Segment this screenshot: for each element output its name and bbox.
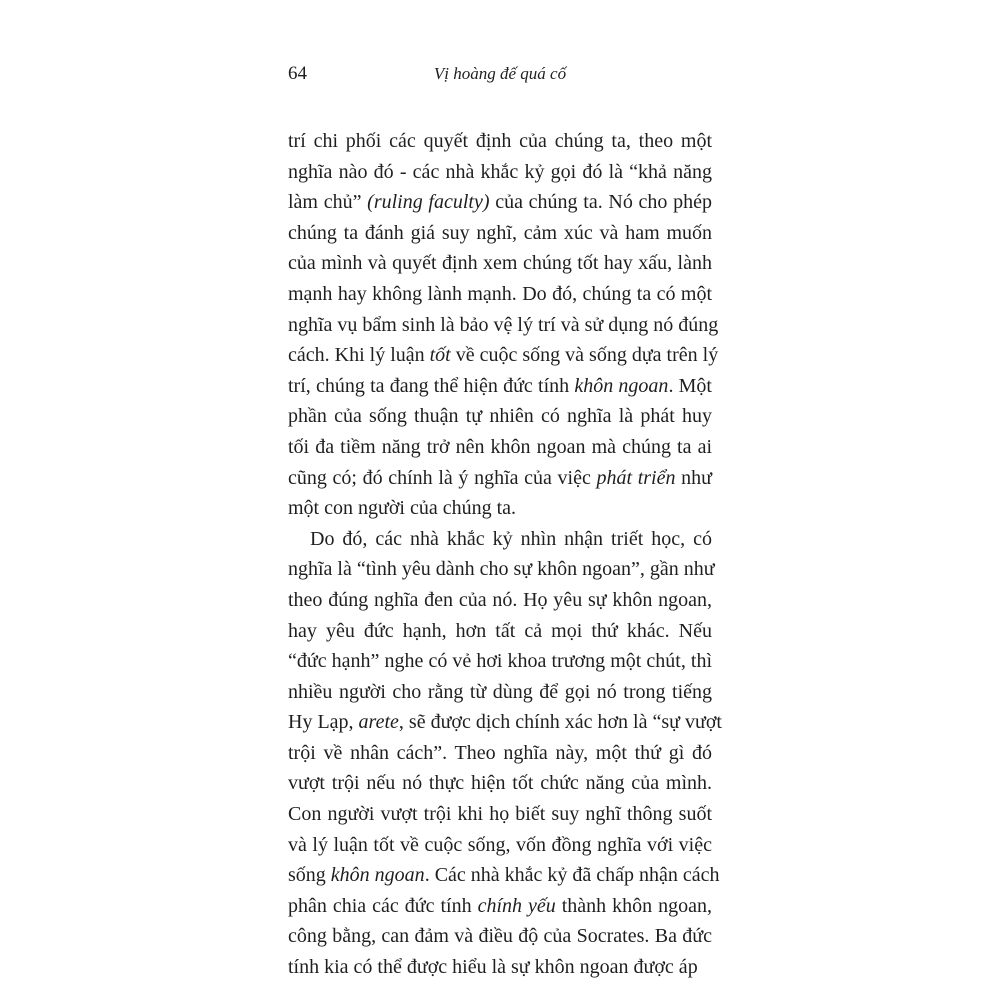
italic-text: arete: [358, 711, 399, 734]
italic-text: khôn ngoan: [330, 864, 425, 887]
text-run: của chúng ta. Nó cho phép: [489, 191, 713, 214]
text-run: . Các nhà khắc kỷ đã chấp nhận cách: [424, 864, 720, 887]
text-run: cách. Khi lý luận: [288, 344, 430, 367]
text-run: như: [675, 466, 712, 489]
text-line: [288, 830, 712, 861]
text-run: Do đó, các nhà khắc kỷ nhìn nhận triết học, có: [310, 527, 712, 550]
text-line: [288, 157, 712, 188]
text-run: “đức hạnh” nghe có vẻ hơi khoa trương một chút, thì: [288, 650, 712, 673]
text-line: [288, 891, 712, 922]
body-text: [288, 126, 722, 983]
text-run: Hy Lạp,: [288, 711, 359, 734]
page-number: 64: [288, 63, 307, 84]
text-line: [288, 524, 712, 555]
text-line: [288, 768, 712, 799]
text-run: nhiều người cho rằng từ dùng để gọi nó trong tiếng: [288, 680, 712, 703]
text-run: làm chủ”: [288, 191, 368, 214]
running-title: Vị hoàng đế quá cố: [433, 64, 567, 83]
text-line: [288, 218, 712, 249]
text-run: phân chia các đức tính: [288, 894, 478, 917]
text-run: mạnh hay không lành mạnh. Do đó, chúng ta có một: [288, 282, 712, 305]
text-line: [288, 310, 719, 341]
text-run: và lý luận tốt về cuộc sống, vốn đồng nghĩa với việc: [288, 833, 712, 856]
italic-text: khôn ngoan: [574, 374, 669, 397]
text-run: cũng có; đó chính là ý nghĩa của việc: [288, 466, 597, 489]
text-line: [288, 646, 712, 677]
text-line: [288, 463, 712, 494]
text-line: [288, 860, 720, 891]
text-line: [288, 738, 712, 769]
text-line: [288, 126, 712, 157]
italic-text: chính yếu: [477, 894, 556, 917]
text-run: chúng ta đánh giá suy nghĩ, cảm xúc và ham muốn: [288, 221, 712, 244]
text-run: trí chi phối các quyết định của chúng ta, theo một: [288, 130, 712, 152]
text-run: về cuộc sống và sống dựa trên lý: [450, 344, 719, 367]
text-run: tối đa tiềm năng trở nên khôn ngoan mà chúng ta ai: [288, 435, 712, 458]
text-run: . Một: [668, 374, 712, 397]
paragraph: [288, 126, 719, 524]
text-run: tính kia có thể được hiểu là sự khôn ngoan được áp: [288, 956, 698, 979]
text-run: nghĩa vụ bẩm sinh là bảo vệ lý trí và sử dụng nó đúng: [288, 313, 719, 336]
italic-text: (ruling faculty): [367, 191, 490, 214]
text-line: [288, 554, 715, 585]
text-line: [288, 371, 712, 402]
text-run: phần của sống thuận tự nhiên có nghĩa là phát huy: [288, 405, 712, 428]
text-line: [288, 432, 712, 463]
text-line: [288, 493, 712, 524]
text-line: [288, 952, 712, 983]
italic-text: tốt: [429, 344, 451, 367]
text-run: của mình và quyết định xem chúng tốt hay xấu, lành: [288, 252, 712, 275]
text-run: , sẽ được dịch chính xác hơn là “sự vượt: [398, 711, 722, 734]
text-line: [288, 616, 712, 647]
text-run: thành khôn ngoan,: [555, 894, 712, 917]
text-line: [288, 248, 712, 279]
text-run: một con người của chúng ta.: [288, 497, 517, 520]
paragraph: [288, 524, 722, 983]
italic-text: phát triển: [596, 466, 676, 489]
text-run: hay yêu đức hạnh, hơn tất cả mọi thứ khác. Nếu: [288, 619, 712, 642]
text-line: [288, 187, 712, 218]
text-line: [288, 279, 712, 310]
text-line: [288, 401, 712, 432]
text-run: công bằng, can đảm và điều độ của Socrates. Ba đức: [288, 925, 712, 948]
text-line: [288, 340, 719, 371]
text-line: [288, 677, 712, 708]
text-line: [288, 799, 712, 830]
text-line: [288, 707, 722, 738]
text-run: nghĩa nào đó - các nhà khắc kỷ gọi đó là “khả năng: [288, 160, 712, 183]
text-run: trội về nhân cách”. Theo nghĩa này, một thứ gì đó: [288, 741, 712, 764]
text-run: nghĩa là “tình yêu dành cho sự khôn ngoan”, gần như: [288, 558, 715, 581]
text-run: sống: [288, 864, 331, 887]
text-run: vượt trội nếu nó thực hiện tốt chức năng của mình.: [288, 772, 712, 795]
text-line: [288, 921, 712, 952]
text-run: trí, chúng ta đang thể hiện đức tính: [288, 374, 575, 397]
text-run: Con người vượt trội khi họ biết suy nghĩ thông suốt: [288, 803, 712, 826]
text-run: theo đúng nghĩa đen của nó. Họ yêu sự khôn ngoan,: [288, 588, 712, 611]
text-line: [288, 585, 712, 616]
